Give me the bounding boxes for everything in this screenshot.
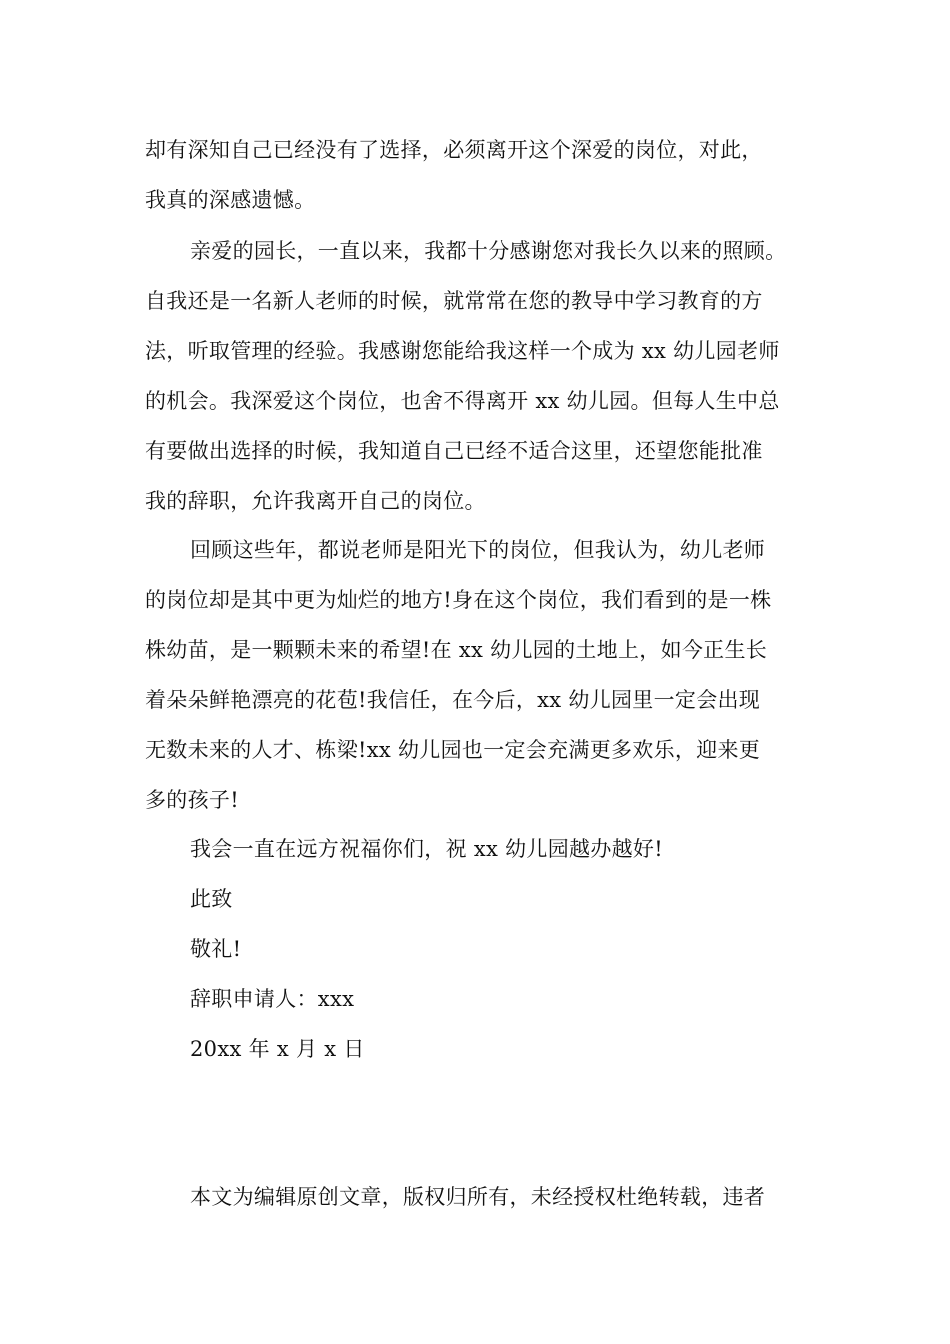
para2-line-4: 的机会。我深爱这个岗位，也舍不得离开 xx 幼儿园。但每人生中总 [145,389,780,413]
para2-line-1: 亲爱的园长，一直以来，我都十分感谢您对我长久以来的照顾。 [190,239,787,263]
footer-note: 本文为编辑原创文章，版权归所有，未经授权杜绝转载，违者 [190,1185,766,1209]
para2-line-2: 自我还是一名新人老师的时候，就常常在您的教导中学习教育的方 [145,289,763,313]
para1-line-2: 我真的深感遗憾。 [145,188,316,212]
para3-line-3: 株幼苗，是一颗颗未来的希望!在 xx 幼儿园的土地上，如今正生长 [145,638,768,662]
para2-line-3: 法，听取管理的经验。我感谢您能给我这样一个成为 xx 幼儿园老师 [145,339,780,363]
para3-line-2: 的岗位却是其中更为灿烂的地方!身在这个岗位，我们看到的是一株 [145,588,772,612]
wish-line: 我会一直在远方祝福你们，祝 xx 幼儿园越办越好! [190,837,663,861]
para1-line-1: 却有深知自己已经没有了选择，必须离开这个深爱的岗位，对此， [145,138,763,162]
para2-line-5: 有要做出选择的时候，我知道自己已经不适合这里，还望您能批准 [145,439,763,463]
para3-line-5: 无数未来的人才、栋梁!xx 幼儿园也一定会充满更多欢乐，迎来更 [145,738,761,762]
closing-line-1: 此致 [190,887,233,911]
para3-line-1: 回顾这些年，都说老师是阳光下的岗位，但我认为，幼儿老师 [190,538,766,562]
para3-line-6: 多的孩子! [145,788,239,812]
para2-line-6: 我的辞职，允许我离开自己的岗位。 [145,489,486,513]
date-line: 20xx 年 x 月 x 日 [190,1037,365,1061]
closing-line-2: 敬礼! [190,937,242,961]
para3-line-4: 着朵朵鲜艳漂亮的花苞!我信任，在今后，xx 幼儿园里一定会出现 [145,688,761,712]
signature-line: 辞职申请人：xxx [190,987,355,1011]
